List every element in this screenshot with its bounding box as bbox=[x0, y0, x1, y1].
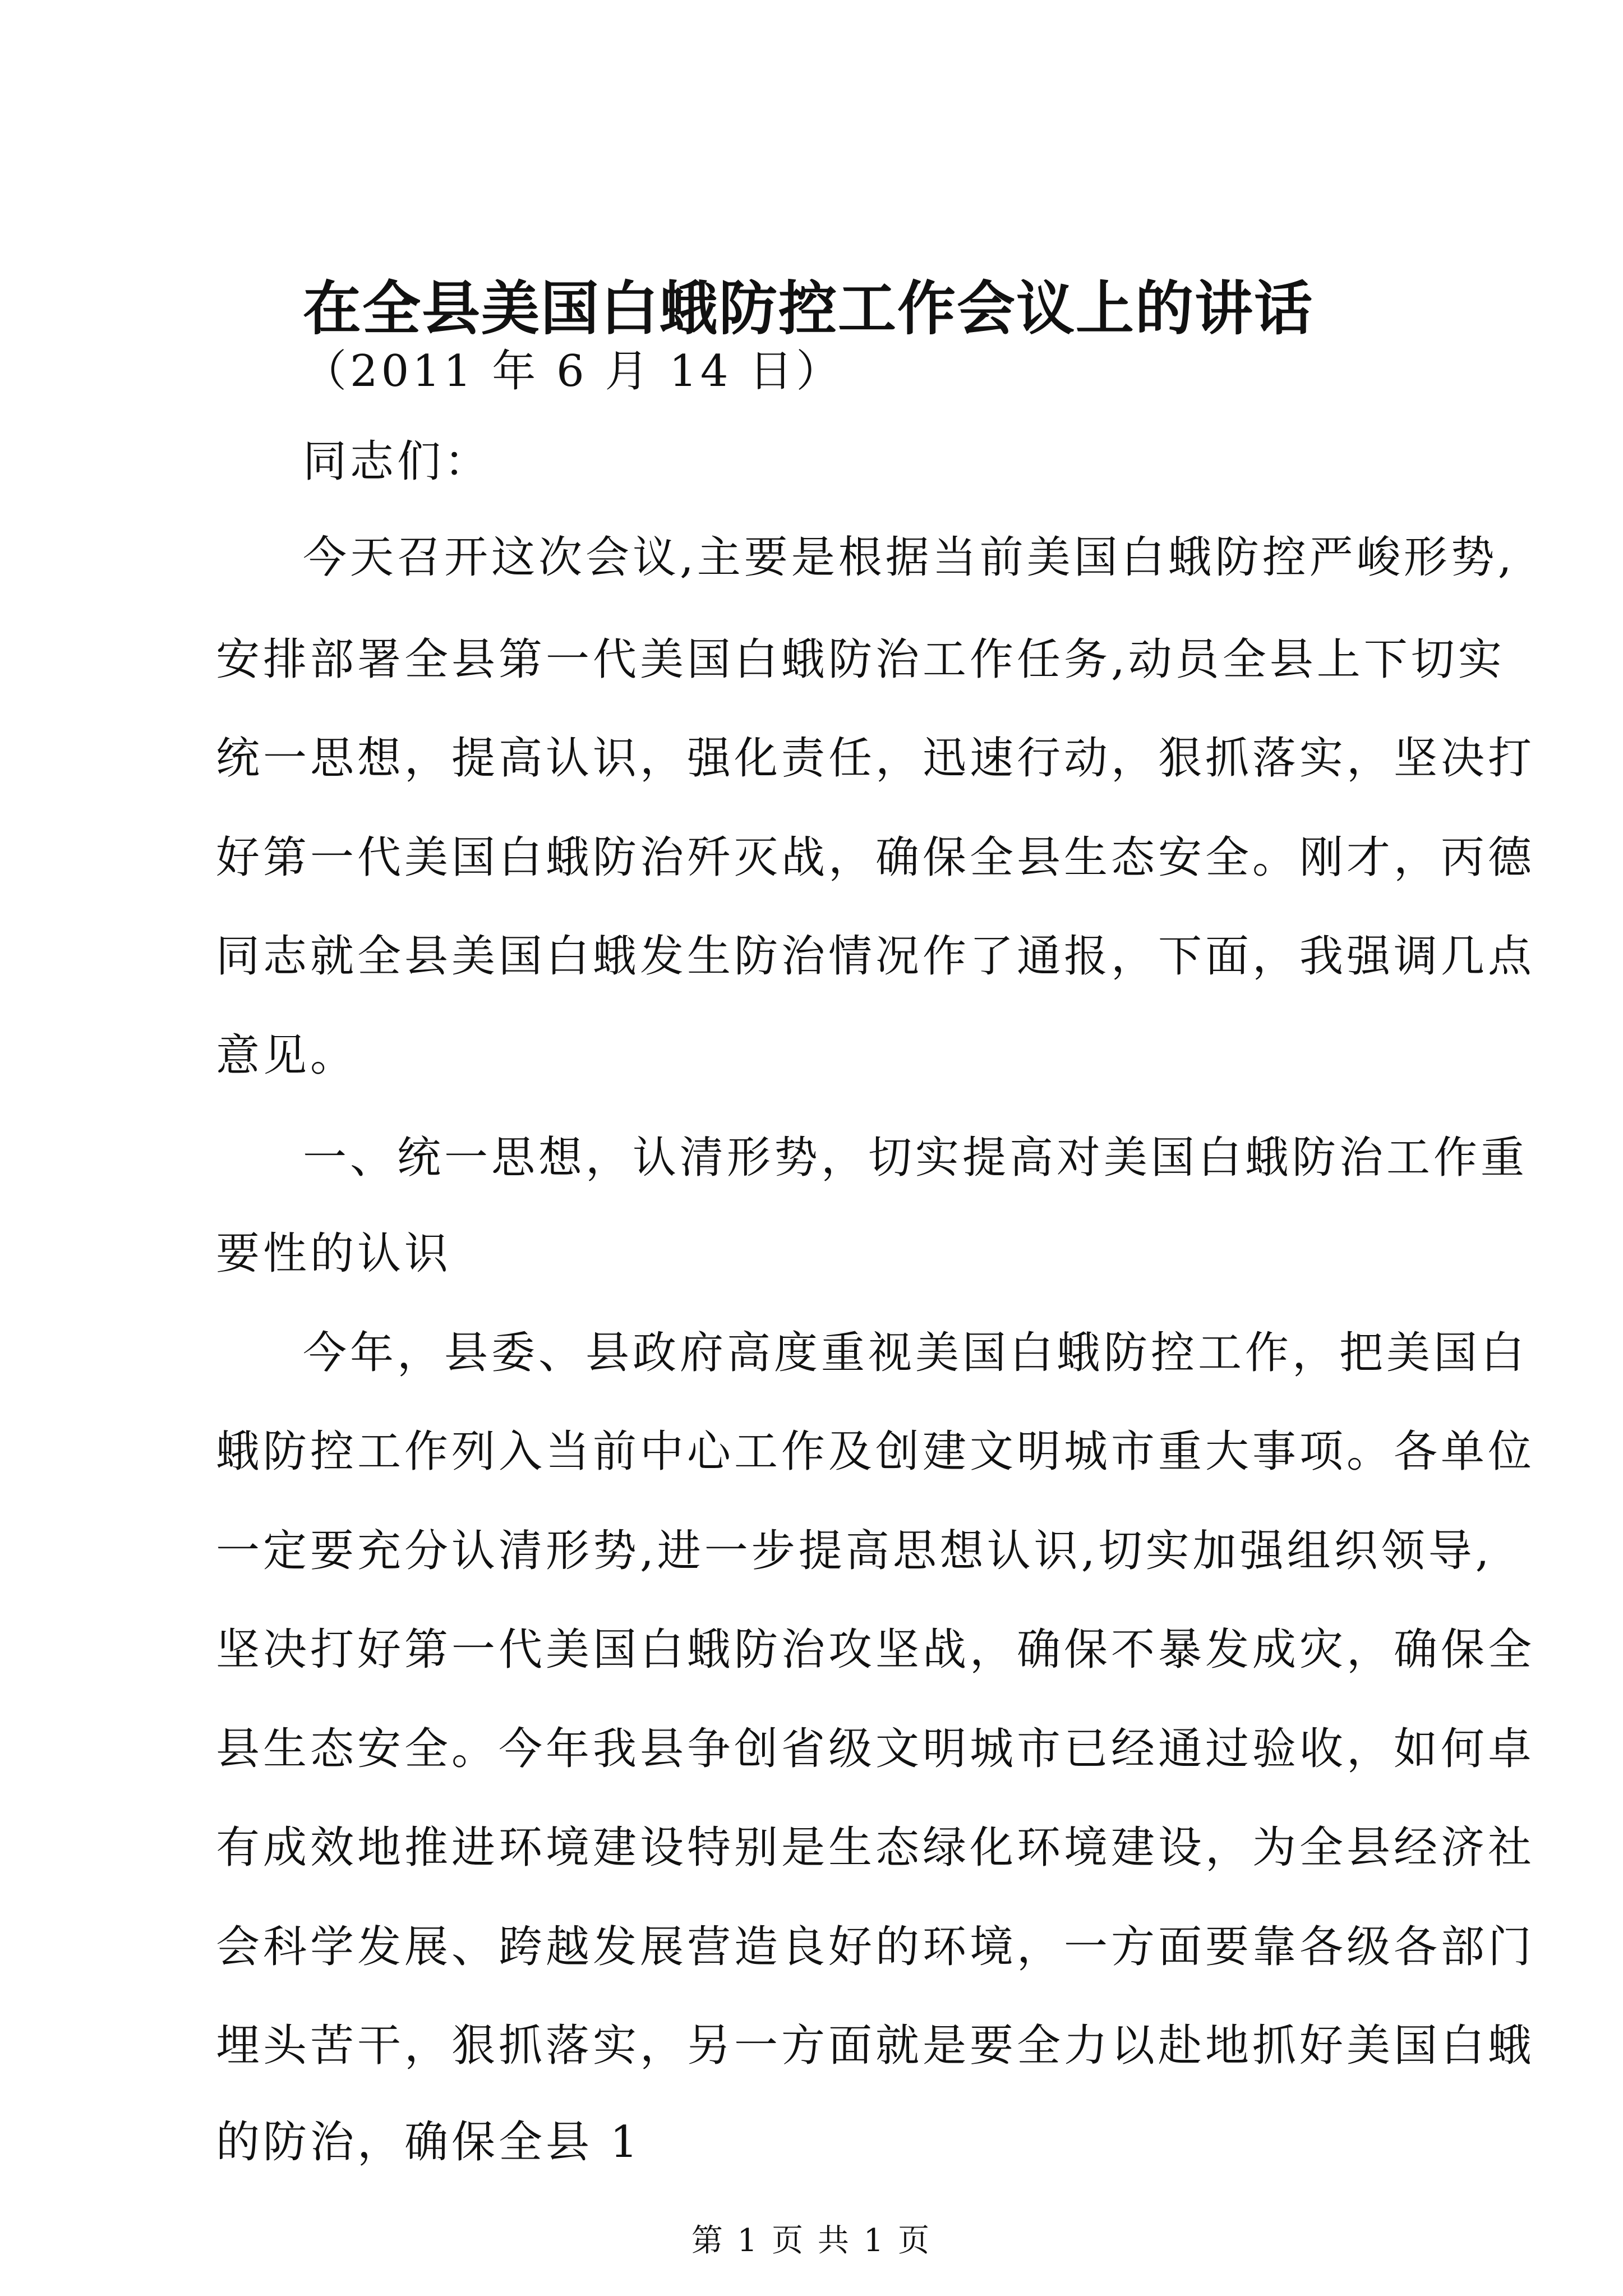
body-line: 统一思想，提高认识，强化责任，迅速行动，狠抓落实，坚决打 bbox=[216, 733, 1536, 784]
body-line: 坚决打好第一代美国白蛾防治攻坚战，确保不暴发成灾，确保全 bbox=[216, 1625, 1536, 1676]
body-line: 同志就全县美国白蛾发生防治情况作了通报，下面，我强调几点 bbox=[216, 931, 1536, 982]
body-line: 蛾防控工作列入当前中心工作及创建文明城市重大事项。各单位 bbox=[216, 1427, 1536, 1478]
speech-date: （2011 年 6 月 14 日） bbox=[303, 346, 843, 397]
body-line: 埋头苦干，狠抓落实，另一方面就是要全力以赴地抓好美国白蛾 bbox=[216, 2021, 1536, 2072]
body-line: 有成效地推进环境建设特别是生态绿化环境建设，为全县经济社 bbox=[216, 1823, 1536, 1874]
salutation: 同志们： bbox=[303, 436, 492, 487]
body-line: 今天召开这次会议,主要是根据当前美国白蛾防控严峻形势, bbox=[303, 532, 1515, 583]
body-line: 安排部署全县第一代美国白蛾防治工作任务,动员全县上下切实 bbox=[216, 634, 1505, 685]
body-line: 意见。 bbox=[216, 1030, 358, 1081]
page-footer: 第 1 页 共 1 页 bbox=[691, 2223, 932, 2259]
body-line: 好第一代美国白蛾防治歼灭战，确保全县生态安全。刚才，丙德 bbox=[216, 832, 1536, 883]
body-line: 今年，县委、县政府高度重视美国白蛾防控工作，把美国白 bbox=[303, 1327, 1528, 1378]
body-line: 县生态安全。今年我县争创省级文明城市已经通过验收，如何卓 bbox=[216, 1723, 1536, 1774]
body-line: 会科学发展、跨越发展营造良好的环境，一方面要靠各级各部门 bbox=[216, 1921, 1536, 1972]
section-heading: 一、统一思想，认清形势，切实提高对美国白蛾防治工作重 bbox=[303, 1132, 1528, 1183]
document-title: 在全县美国白蛾防控工作会议上的讲话 bbox=[303, 274, 1314, 343]
section-heading: 要性的认识 bbox=[216, 1228, 452, 1279]
body-line: 的防治，确保全县 1 bbox=[216, 2116, 642, 2168]
body-line: 一定要充分认清形势,进一步提高思想认识,切实加强组织领导, bbox=[216, 1525, 1493, 1576]
